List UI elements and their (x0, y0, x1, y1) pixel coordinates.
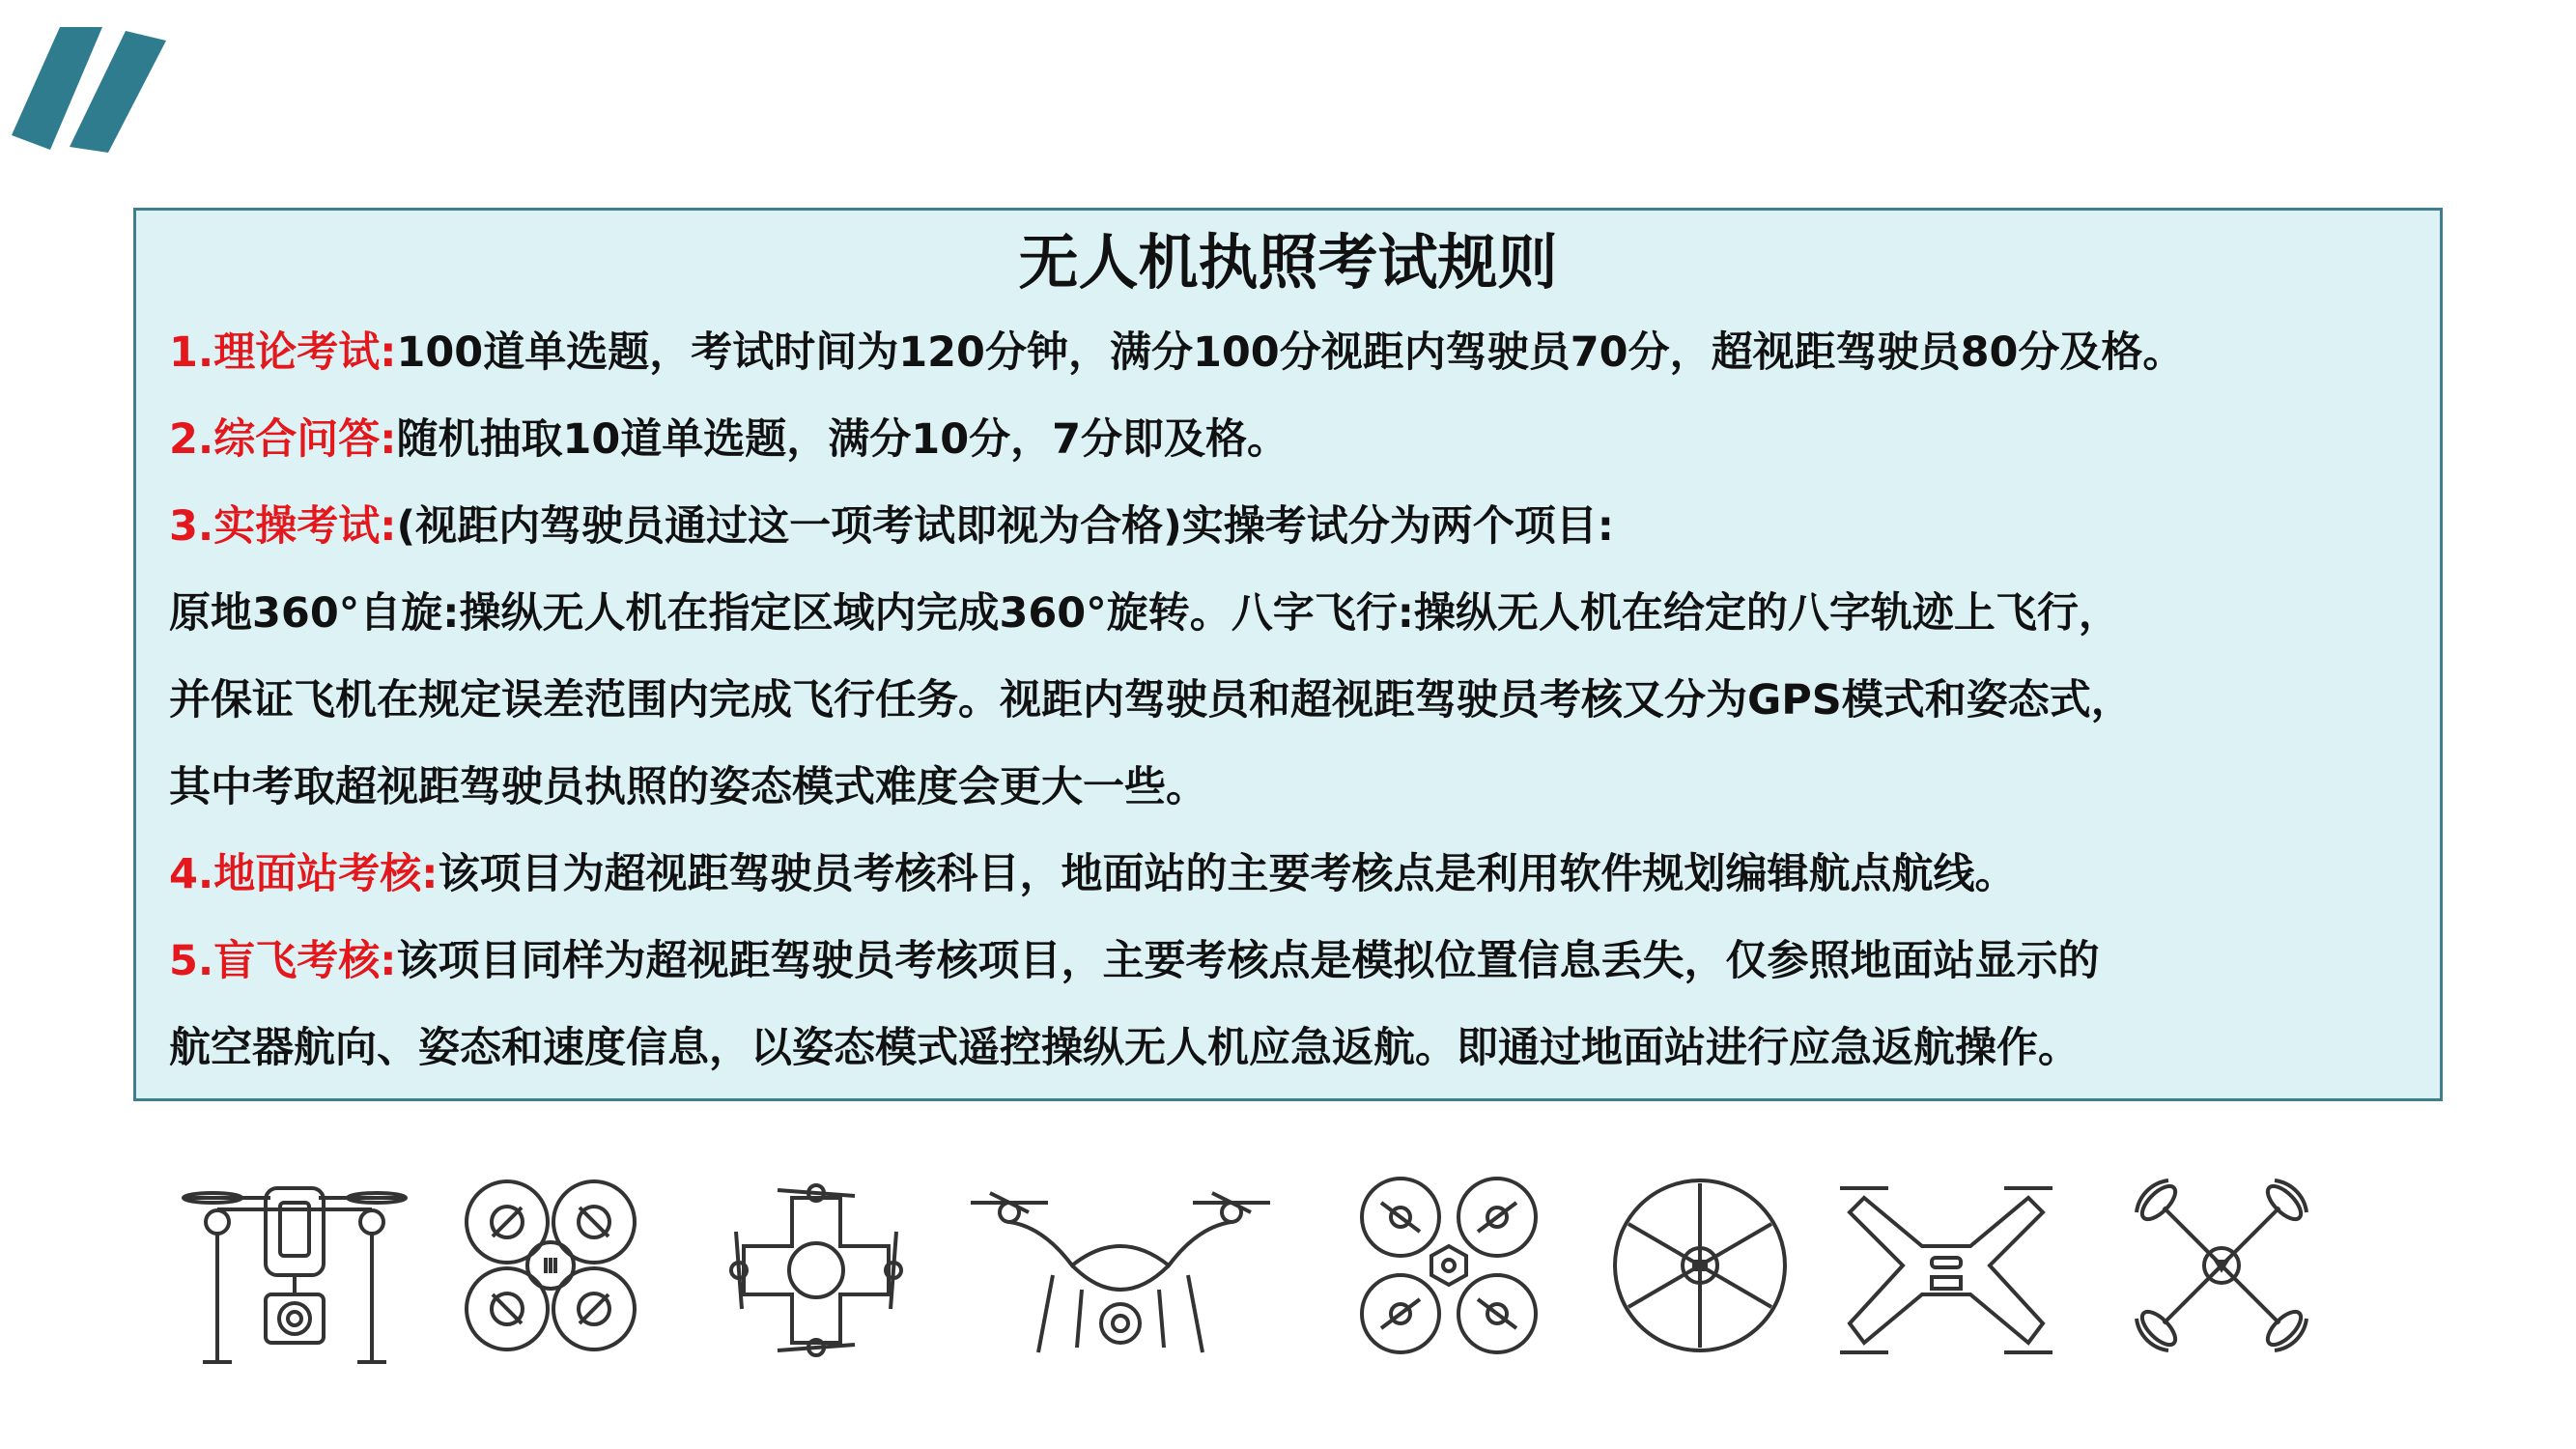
rule-5-text: 该项目同样为超视距驾驶员考核项目，主要考核点是模拟位置信息丢失，仅参照地面站显示的 (396, 937, 2100, 985)
rule-2 (169, 396, 2407, 483)
rule-3-detail-line-2: 并保证飞机在规定误差范围内完成飞行任务。视距内驾驶员和超视距驾驶员考核又分为GPS模式和姿态式， (169, 676, 2133, 724)
rule-3-detail-line-1: 原地360°自旋:操纵无人机在指定区域内完成360°旋转。八字飞行:操纵无人机在给定的八字轨迹上飞行， (169, 589, 2120, 638)
slash-decoration-icon (0, 0, 193, 174)
page-title: 无人机执照考试规则 (1018, 227, 1558, 298)
rule-4-text: 该项目为超视距驾驶员考核科目，地面站的主要考核点是利用软件规划编辑航点航线。 (438, 850, 2017, 898)
rule-3-text: (视距内驾驶员通过这一项考试即视为合格)实操考试分为两个项目: (396, 502, 1614, 551)
rule-4 (169, 831, 2407, 918)
rule-4-label: 4.地面站考核: (169, 850, 439, 898)
rule-5 (169, 918, 2407, 1005)
rule-3-detail-line-3: 其中考取超视距驾驶员执照的姿态模式难度会更大一些。 (169, 763, 1207, 811)
camera-drone-icon (174, 1169, 415, 1391)
round-quad-drone-icon (454, 1169, 647, 1362)
cross-quad-drone-icon (715, 1169, 918, 1372)
rule-2-label: 2.综合问答: (169, 415, 397, 464)
rule-5-label: 5.盲飞考核: (169, 937, 397, 985)
rule-5-continuation: 航空器航向、姿态和速度信息，以姿态模式遥控操纵无人机应急返航。即通过地面站进行应急返航操作。 (169, 1024, 2080, 1072)
rules-panel (133, 208, 2443, 1101)
x-frame-drone-icon (1835, 1169, 2057, 1372)
rule-3 (169, 483, 2407, 570)
drone-illustrations (145, 1169, 2366, 1391)
rule-3-label: 3.实操考试: (169, 502, 397, 551)
rule-1 (169, 309, 2407, 396)
rule-1-label: 1.理论考试: (169, 328, 397, 377)
rule-2-text: 随机抽取10道单选题，满分10分，7分即及格。 (396, 415, 1289, 464)
ring-quad-drone-icon (1352, 1169, 1545, 1362)
rule-1-text: 100道单选题，考试时间为120分钟，满分100分视距内驾驶员70分，超视距驾驶员80分及格。 (396, 328, 2185, 377)
phantom-drone-icon (966, 1169, 1275, 1381)
hexacopter-drone-icon (1603, 1169, 1797, 1362)
guarded-quad-drone-icon (2125, 1169, 2318, 1362)
